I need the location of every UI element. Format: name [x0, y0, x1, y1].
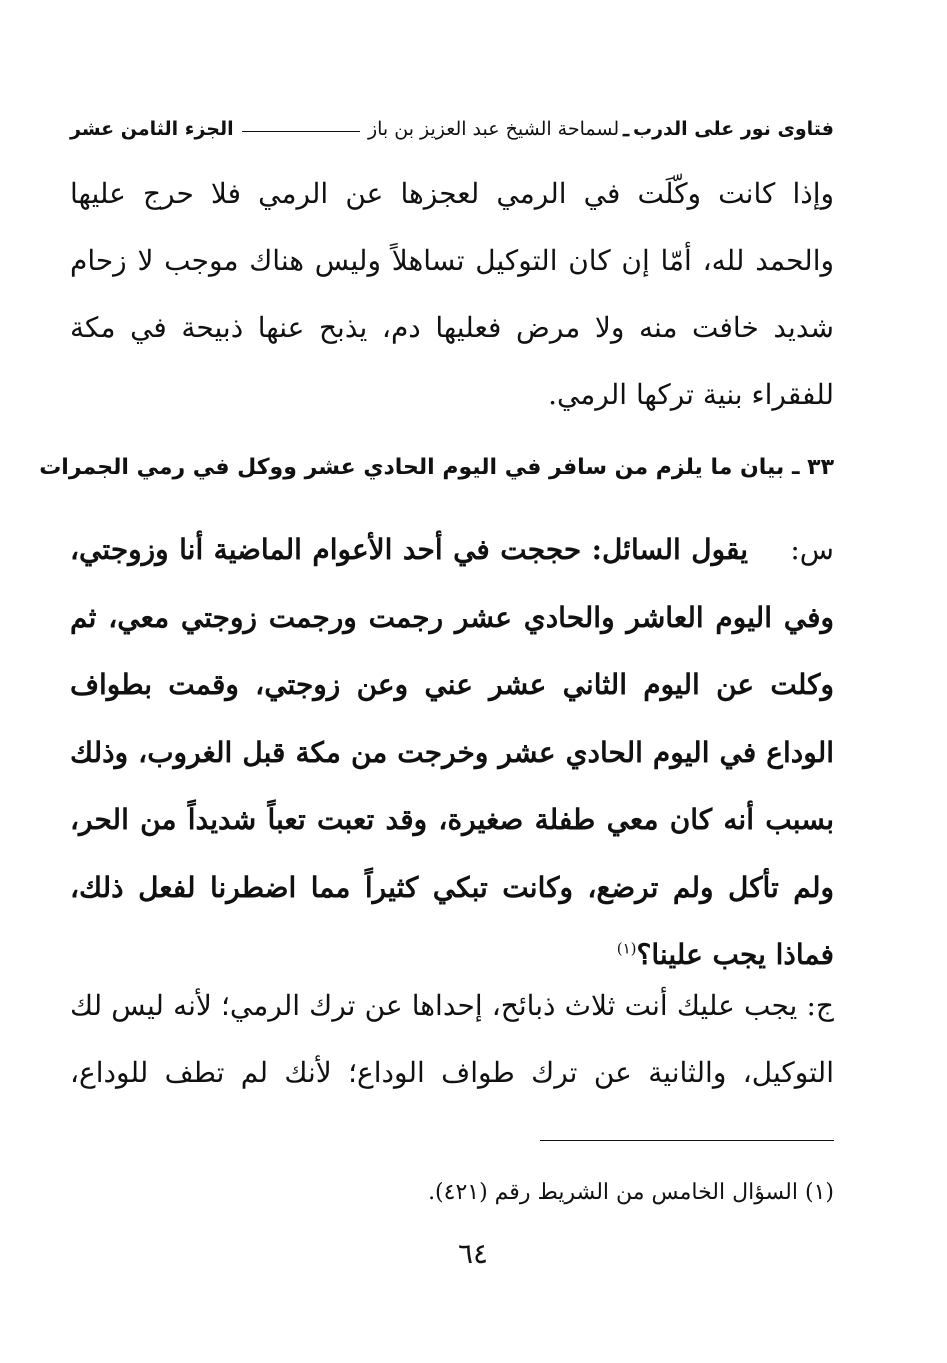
author-name: لسماحة الشيخ عبد العزيز بن باز	[367, 118, 620, 140]
footnote-reference: (١)	[616, 939, 637, 958]
section-heading: ٣٣ ـ بيان ما يلزم من سافر في اليوم الحادي عشر ووكل في رمي الجمرات	[39, 455, 834, 480]
running-header	[70, 112, 834, 146]
footnote-rule	[540, 1140, 834, 1141]
book-title: فتاوى نور على الدرب	[633, 118, 834, 140]
part-label: الجزء الثامن عشر	[70, 118, 234, 140]
footnote: (١) السؤال الخامس من الشريط رقم (٤٢١).	[428, 1180, 834, 1205]
question-block	[70, 516, 834, 989]
question-text: يقول السائل: حججت في أحد الأعوام الماضية أنا وزوجتي، وفي اليوم العاشر والحادي عشر رجمت ورجمت زوجتي معي، ثم وكلت عن اليوم الثاني عشر عني وعن زوجتي، وقمت بطواف الوداع في اليوم الحادي عشر وخرجت من مكة قبل الغروب، وذلك بسبب أنه كان معي طفلة صغيرة، وقد تعبت تعباً شديداً من الحر، ولم تأكل ولم ترضع، وكانت تبكي كثيراً مما اضطرنا لفعل ذلك، فماذا يجب علينا؟	[70, 533, 835, 971]
question-label: س:	[790, 533, 834, 566]
intro-paragraph: وإذا كانت وكّلَت في الرمي لعجزها عن الرمي فلا حرج عليها والحمد لله، أمّا إن كان التوكيل تساهلاً وليس هناك موجب لا زحام شديد خافت منه ولا مرض فعليها دم، يذبح عنها ذبيحة في مكة للفقراء بنية تركها الرمي.	[70, 177, 834, 411]
page-number: ٦٤	[457, 1237, 489, 1270]
question-text-wrap	[70, 516, 834, 989]
header-separator: ـ	[623, 117, 629, 141]
answer-paragraph: ج: يجب عليك أنت ثلاث ذبائح، إحداها عن ترك الرمي؛ لأنه ليس لك التوكيل، والثانية عن ترك طواف الوداع؛ لأنك لم تطف للوداع،	[70, 989, 834, 1089]
header-rule	[242, 131, 360, 132]
